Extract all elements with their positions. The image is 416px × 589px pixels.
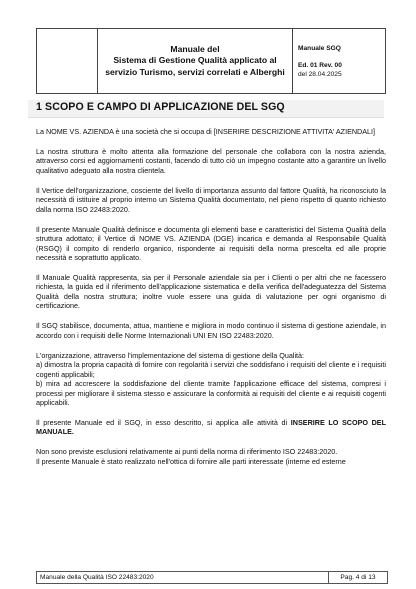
paragraph: Il presente Manuale Qualità definisce e documenta gli elementi base e caratteristici del Sistema Qualità della struttura adottato; il Vertice di NOME VS. AZIENDA (DGE) incarica e demanda al Responsabile Qualità (RSGQ) il compito di renderlo organico, rispondente ai requisiti della norma prescelta ed alle proprie necessità e soprattutto applicato. <box>36 224 386 263</box>
manual-purpose-text: Il presente Manuale è stato realizzato nell'ottica di fornire alle parti interessate (interne ed esterne <box>36 456 346 466</box>
footer-doc-name: Manuale della Qualità ISO 22483:2020 <box>40 574 154 581</box>
paragraph-exclusions <box>36 447 386 466</box>
paragraph: La NOME VS. AZIENDA è una società che si occupa di [INSERIRE DESCRIZIONE ATTIVITA' AZIENDALI] <box>36 127 376 136</box>
document-body <box>36 127 386 477</box>
list-item-a: a) dimostra la propria capacità di fornire con regolarità i servizi che soddisfano i requisiti del cliente e i requisiti cogenti applicabili; <box>36 360 386 379</box>
exclusions-text: Non sono previste esclusioni relativamente ai punti della norma di riferimento ISO 22483:2020. <box>36 447 338 457</box>
section-heading: 1 SCOPO E CAMPO DI APPLICAZIONE DEL SGQ <box>36 101 285 113</box>
doc-label: Manuale SGQ <box>298 44 341 52</box>
revision-date: del 28.04.2025 <box>298 70 342 78</box>
title-line-3: servizio Turismo, servizi correlati e Alberghi <box>105 66 285 77</box>
document-meta <box>293 29 386 94</box>
page-footer <box>36 571 388 584</box>
title-line-1: Manuale del <box>170 43 220 54</box>
paragraph: Il Vertice dell'organizzazione, cosciente del livello di importanza assunto dal fattore Qualità, ha riconosciuto la necessità di istituire al proprio interno un Sistema Qualità documentato, nel pieno rispetto di quanto richiesto dalla norma ISO 22483:2020. <box>36 185 386 214</box>
logo-placeholder <box>37 29 98 94</box>
list-intro: L'organizzazione, attraverso l'implementazione del sistema di gestione della Qualità: <box>36 350 305 360</box>
section-heading-bar <box>28 100 384 118</box>
paragraph: La nostra struttura è molto attenta alla formazione del personale che collabora con la nostra azienda, attraverso corsi ed aggiornamenti costanti, facendo di tutto ciò un impegno costante atto a garantire un livello qualitativo adeguato alla nostra clientela. <box>36 146 386 175</box>
scope-text: Il presente Manuale ed il SGQ, in esso descritto, si applica alle attività di <box>36 417 291 427</box>
page-number: Pag. 4 di 13 <box>328 572 387 583</box>
paragraph-scope <box>36 418 386 437</box>
paragraph-list <box>36 351 386 408</box>
edition: Ed. 01 Rev. 00 <box>298 61 342 69</box>
paragraph: Il Manuale Qualità rappresenta, sia per il Personale aziendale sia per i Clienti o per altri che ne facessero richiesta, la guida ed il riferimento dell'applicazione sistematica e della verifica dell'adeguatezza del Sistema Qualità della nostra struttura; inoltre vuole essere una guida di valutazione per ogni organismo di certificazione. <box>36 272 386 311</box>
list-item-b: b) mira ad accrescere la soddisfazione del cliente tramite l'applicazione efficace del sistema, compresi i processi per migliorare il sistema stesso e assicurare la conformità ai requisiti del cliente e ai requisiti cogenti applicabili. <box>36 379 386 407</box>
document-title <box>98 29 293 94</box>
scope-placeholder: INSERIRE LO SCOPO DEL MANUALE. <box>36 417 386 437</box>
paragraph: Il SGQ stabilisce, documenta, attua, mantiene e migliora in modo continuo il sistema di gestione aziendale, in accordo con i requisiti delle Norme Internazionali UNI EN ISO 22483:2020. <box>36 321 386 340</box>
document-header <box>36 28 386 94</box>
title-line-2: Sistema di Gestione Qualità applicato al <box>113 55 277 66</box>
